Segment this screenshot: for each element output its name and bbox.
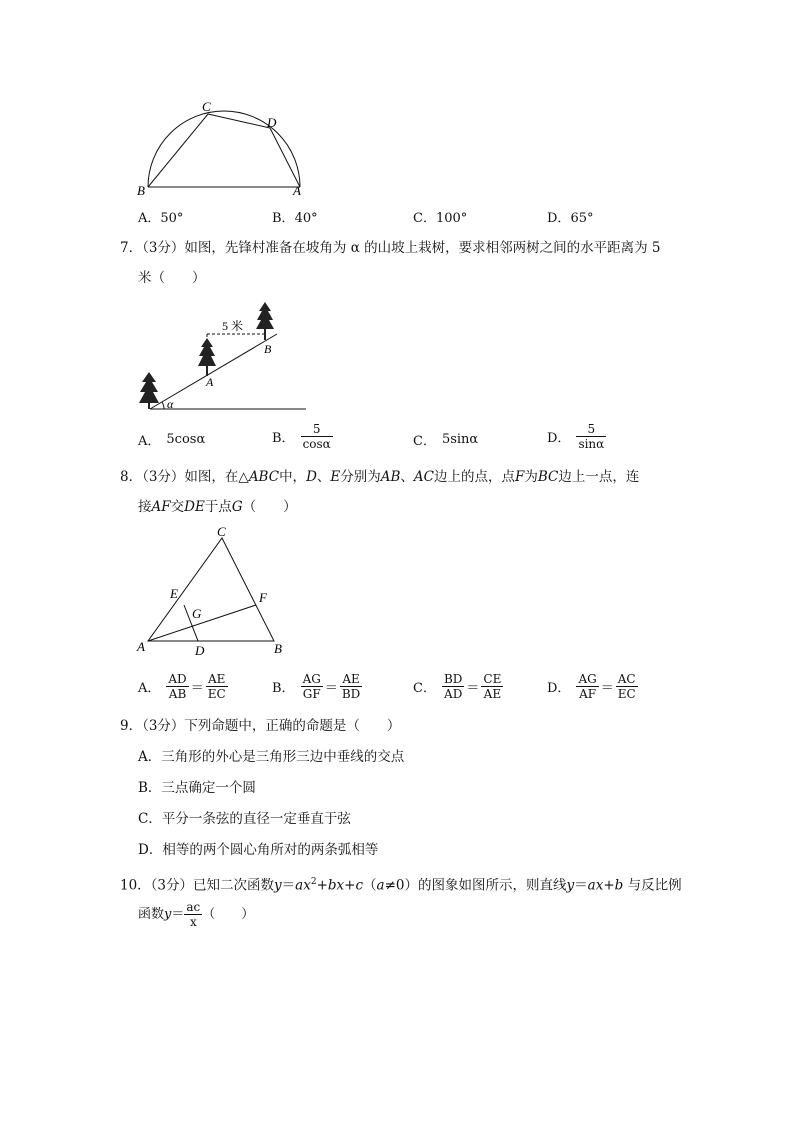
q8-text: 8．（3分）如图，在△: [120, 469, 249, 485]
q7-tree-middle-icon: [198, 338, 216, 376]
q8-option-b-frac2: [340, 672, 362, 701]
frac-den: EC: [207, 687, 226, 701]
q6-option-a[interactable]: [138, 207, 183, 226]
q8-label-b: B: [274, 641, 282, 656]
q7-option-b-label: B．: [272, 431, 295, 446]
q8-var-g: G: [231, 499, 243, 515]
q10-fraction: [184, 900, 202, 929]
q6-label-a: A: [293, 183, 301, 198]
q6-label-d: D: [267, 115, 277, 130]
q10-var-ax: ax: [295, 877, 311, 894]
q10-var-y: y: [566, 877, 575, 894]
q10-text: ＝: [171, 906, 185, 922]
q7-option-d-label: D．: [547, 431, 571, 446]
q10-text: （ ）: [202, 906, 255, 922]
q8-option-c-frac2: [481, 672, 503, 701]
q8-segment-af: [148, 605, 256, 641]
frac-num: AE: [206, 672, 228, 687]
q7-option-c[interactable]: [413, 430, 478, 449]
q8-label-g: G: [192, 606, 202, 621]
q7-option-a[interactable]: [138, 430, 205, 449]
frac-den: GF: [302, 687, 321, 701]
frac-den: EC: [617, 687, 636, 701]
q7-option-b[interactable]: [272, 422, 333, 451]
q7-label-b: B: [264, 342, 272, 356]
q6-option-a-text: 50°: [160, 211, 184, 226]
q10-exponent: 2: [310, 877, 317, 887]
frac-num: CE: [483, 672, 502, 686]
q8-text: 、: [400, 469, 414, 485]
q6-option-c[interactable]: [413, 207, 467, 226]
q7-label-alpha: α: [167, 397, 174, 411]
q8-option-b[interactable]: [272, 672, 362, 701]
q8-option-a-frac1: [166, 672, 188, 701]
q9-option-a[interactable]: A．三角形的外心是三角形三边中垂线的交点: [138, 749, 405, 765]
q7-tree-left-icon: [139, 372, 159, 409]
q7-option-d-fraction: [576, 422, 606, 451]
q8-label-a: A: [137, 639, 145, 654]
q8-option-a[interactable]: [138, 672, 228, 701]
q10-text: +: [603, 877, 615, 894]
q6-option-d[interactable]: [547, 207, 593, 226]
q6-option-d-text: 65°: [570, 211, 594, 226]
q6-option-b-text: 40°: [294, 211, 318, 226]
q8-option-d-frac1: [576, 672, 598, 701]
q10-text: 10．（3分）已知二次函数: [120, 877, 275, 894]
q7-label-dist: 5 米: [222, 319, 244, 333]
q9-stem: 9．（3分）下列命题中，正确的命题是（ ）: [120, 718, 401, 734]
q10-text: ＝: [574, 877, 588, 894]
q10-var-c: c: [355, 877, 364, 894]
q8-var-abc: ABC: [248, 469, 280, 485]
q9-option-b[interactable]: B．三点确定一个圆: [138, 780, 256, 796]
q7-option-a-text: 5cosα: [166, 432, 206, 447]
frac-den: AE: [483, 687, 502, 701]
frac-num: AC: [616, 672, 638, 687]
frac-den: BD: [341, 687, 361, 701]
frac-num: BD: [443, 672, 463, 686]
q8-stem-line2: [138, 499, 297, 515]
q10-frac-num: ac: [186, 900, 201, 914]
q10-text: +: [316, 877, 328, 894]
q6-semicircle-arc: [148, 111, 300, 187]
q10-var-ax: ax: [587, 877, 604, 894]
q8-triangle-abc: [148, 538, 274, 641]
q7-option-d-num: 5: [576, 422, 606, 437]
q7-stem-line1: 7．（3分）如图，先锋村准备在坡角为 α 的山坡上栽树，要求相邻两树之间的水平距离为 5: [120, 240, 661, 256]
q6-option-b-label: B．: [272, 211, 295, 226]
q8-option-a-frac2: [206, 672, 228, 701]
q10-text: 函数: [138, 906, 165, 922]
q10-stem-line1: [120, 874, 682, 894]
q6-label-b: B: [137, 183, 145, 198]
q8-text: 为: [524, 469, 538, 485]
q7-option-a-label: A．: [138, 434, 161, 449]
q9-option-c[interactable]: C．平分一条弦的直径一定垂直于弦: [138, 811, 351, 827]
q10-var-bx: bx: [327, 877, 345, 894]
q10-var-y: y: [274, 877, 282, 894]
q6-option-d-label: D．: [547, 211, 571, 226]
q8-var-e: E: [330, 469, 341, 485]
q10-var-a: a: [376, 877, 385, 894]
q8-option-b-label: B．: [272, 681, 295, 696]
q8-option-c[interactable]: [413, 672, 503, 701]
frac-num: AE: [340, 672, 362, 687]
q8-var-bc: BC: [537, 469, 559, 485]
q8-option-a-equals: ＝: [190, 681, 204, 696]
q8-option-c-label: C．: [413, 681, 436, 696]
q8-text: 分别为: [340, 469, 381, 485]
q8-stem-line1: [120, 469, 639, 485]
q8-text: 于点: [204, 499, 232, 515]
q8-var-de: DE: [184, 499, 205, 515]
q10-var-y: y: [164, 906, 172, 922]
q6-label-c: C: [202, 99, 211, 114]
q7-option-c-label: C．: [413, 434, 436, 449]
q8-option-d-frac2: [616, 672, 638, 701]
q8-text: （ ）: [242, 499, 297, 515]
q10-text: ≠0）的图象如图所示，则直线: [384, 877, 567, 894]
q8-label-d: D: [195, 643, 205, 658]
q6-chord-cd: [208, 114, 270, 128]
q10-frac-den: x: [189, 915, 197, 929]
q10-text: 与反比例: [623, 877, 682, 894]
q10-stem-line2: [138, 900, 254, 929]
q8-var-d: D: [306, 469, 317, 485]
q6-option-c-label: C．: [413, 211, 436, 226]
q7-label-a: A: [206, 375, 214, 389]
frac-den: AF: [579, 687, 597, 701]
q7-option-b-den: cosα: [302, 437, 331, 451]
q8-figure: [132, 525, 292, 660]
q8-text: 交: [170, 499, 185, 515]
q8-text: 边上的点，点: [434, 469, 516, 485]
q6-option-b[interactable]: [272, 207, 318, 226]
frac-den: AB: [168, 687, 187, 701]
q8-var-f: F: [515, 469, 525, 485]
q6-figure: [130, 95, 310, 200]
q8-text: 、: [316, 469, 331, 485]
q7-option-b-num: 5: [301, 422, 333, 437]
q8-text: 接: [138, 499, 152, 515]
q10-text: （: [363, 877, 377, 894]
q7-angle-arc: [162, 402, 164, 409]
frac-num: AD: [168, 672, 187, 686]
q8-option-b-equals: ＝: [324, 681, 338, 696]
q10-var-b: b: [614, 877, 624, 894]
q8-var-ac: AC: [413, 469, 435, 485]
q8-var-ab: AB: [380, 469, 401, 485]
q7-option-b-fraction: [301, 422, 333, 451]
q8-var-af: AF: [151, 499, 171, 515]
q8-option-c-equals: ＝: [466, 681, 480, 696]
q10-text: ＝: [281, 877, 296, 894]
q7-figure: [134, 298, 314, 416]
q6-option-a-label: A．: [138, 211, 161, 226]
q7-option-c-text: 5sinα: [441, 432, 479, 447]
frac-den: AD: [444, 687, 463, 701]
q7-option-d-den: sinα: [578, 437, 605, 451]
q8-text: 中，: [279, 469, 307, 485]
q8-label-e: E: [170, 586, 178, 601]
q7-stem-line2: 米（ ）: [138, 270, 206, 286]
q8-option-a-label: A．: [138, 681, 161, 696]
q8-option-d-equals: ＝: [600, 681, 614, 696]
q9-option-d[interactable]: D．相等的两个圆心角所对的两条弧相等: [138, 842, 379, 858]
q8-label-f: F: [259, 590, 267, 605]
q8-text: 边上一点，连: [558, 469, 640, 485]
q8-option-d-label: D．: [547, 681, 571, 696]
q8-option-d[interactable]: [547, 672, 638, 701]
frac-num: AG: [578, 672, 597, 686]
q6-option-c-text: 100°: [435, 211, 468, 226]
q7-option-d[interactable]: [547, 422, 606, 451]
q8-option-b-frac1: [301, 672, 323, 701]
q6-chord-da: [270, 128, 300, 187]
q10-text: +: [344, 877, 356, 894]
q8-option-c-frac1: [442, 672, 464, 701]
frac-num: AG: [302, 672, 321, 686]
q8-label-c: C: [217, 525, 226, 539]
